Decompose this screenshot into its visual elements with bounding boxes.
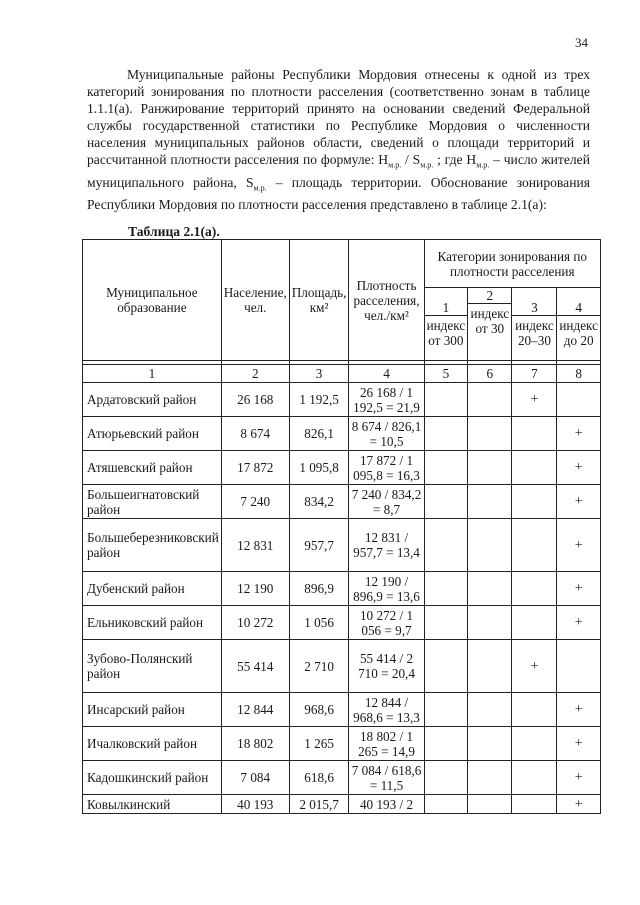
category-number: 3 xyxy=(512,300,556,316)
category-2-mark xyxy=(468,693,512,727)
category-3-mark xyxy=(512,795,557,814)
name-cell: Дубенский район xyxy=(83,572,222,606)
page-number: 34 xyxy=(575,35,588,50)
category-2-mark xyxy=(468,383,512,417)
population-cell: 12 831 xyxy=(221,519,289,572)
table-row xyxy=(83,693,601,727)
paragraph-text: / S xyxy=(401,152,421,167)
table-row xyxy=(83,640,601,693)
category-4-mark: + xyxy=(557,727,601,761)
subscript: м.р. xyxy=(253,183,267,193)
column-numbers-row xyxy=(83,365,601,383)
category-1-mark xyxy=(424,727,468,761)
category-1-mark xyxy=(424,572,468,606)
name-cell: Ичалковский район xyxy=(83,727,222,761)
density-cell: 12 844 / 968,6 = 13,3 xyxy=(349,693,424,727)
area-cell: 968,6 xyxy=(289,693,349,727)
table-row xyxy=(83,417,601,451)
density-cell: 7 084 / 618,6 = 11,5 xyxy=(349,761,424,795)
category-2-mark xyxy=(468,519,512,572)
category-3-mark xyxy=(512,485,557,519)
population-cell: 7 084 xyxy=(221,761,289,795)
density-cell: 26 168 / 1 192,5 = 21,9 xyxy=(349,383,424,417)
category-2-mark xyxy=(468,451,512,485)
density-cell: 40 193 / 2 xyxy=(349,795,424,814)
population-cell: 12 844 xyxy=(221,693,289,727)
category-label: индекс до 20 xyxy=(559,317,598,348)
category-4-mark: + xyxy=(557,451,601,485)
category-label: индекс от 300 xyxy=(426,317,466,348)
name-cell: Ельниковский район xyxy=(83,606,222,640)
area-cell: 896,9 xyxy=(289,572,349,606)
density-cell: 17 872 / 1 095,8 = 16,3 xyxy=(349,451,424,485)
category-3-mark xyxy=(512,519,557,572)
population-cell: 8 674 xyxy=(221,417,289,451)
column-number: 6 xyxy=(468,365,512,383)
area-cell: 1 056 xyxy=(289,606,349,640)
header-municipality: Муниципальное образование xyxy=(83,240,222,361)
name-cell: Ардатовский район xyxy=(83,383,222,417)
header-categories: Категории зонирования по плотности расселения xyxy=(424,240,600,288)
category-number: 1 xyxy=(425,300,468,316)
population-cell: 7 240 xyxy=(221,485,289,519)
category-4-mark: + xyxy=(557,693,601,727)
category-2-mark xyxy=(468,485,512,519)
subscript: м.р. xyxy=(476,160,490,170)
area-cell: 834,2 xyxy=(289,485,349,519)
header-category-4 xyxy=(557,288,601,361)
category-4-mark: + xyxy=(557,485,601,519)
area-cell: 1 095,8 xyxy=(289,451,349,485)
table-row xyxy=(83,761,601,795)
category-1-mark xyxy=(424,640,468,693)
category-number: 2 xyxy=(468,288,511,304)
subscript: м.р. xyxy=(388,160,402,170)
population-cell: 18 802 xyxy=(221,727,289,761)
subscript: м.р. xyxy=(420,160,434,170)
table-row xyxy=(83,485,601,519)
category-3-mark xyxy=(512,417,557,451)
name-cell: Атяшевский район xyxy=(83,451,222,485)
name-cell: Инсарский район xyxy=(83,693,222,727)
name-cell: Большеигнатовский район xyxy=(83,485,222,519)
category-3-mark xyxy=(512,606,557,640)
category-2-mark xyxy=(468,761,512,795)
table-row xyxy=(83,383,601,417)
category-label: индекс 20–30 xyxy=(515,317,554,348)
table-row xyxy=(83,572,601,606)
category-number: 4 xyxy=(557,300,600,316)
column-number: 3 xyxy=(289,365,349,383)
category-1-mark xyxy=(424,606,468,640)
category-4-mark: + xyxy=(557,572,601,606)
category-3-mark xyxy=(512,572,557,606)
column-number: 1 xyxy=(83,365,222,383)
area-cell: 1 265 xyxy=(289,727,349,761)
density-cell: 7 240 / 834,2 = 8,7 xyxy=(349,485,424,519)
table-row xyxy=(83,795,601,814)
paragraph-text: ; где H xyxy=(433,152,477,167)
table-row xyxy=(83,519,601,572)
paragraph-text: Муниципальные районы Республики Мордовия отнесены к одной из трех категорий зонирования по плотности расселения (соответственно зонам в таблице 1.1.1(а). Ранжирование территорий принято на основании сведений Федеральной службы государственной статистики по Республике Мордовия о численности населения муниципальных районов области, сведений о площади территорий и рассчитанной плотности расселения по формуле: H xyxy=(87,67,590,167)
column-number: 4 xyxy=(349,365,424,383)
category-4-mark: + xyxy=(557,761,601,795)
category-3-mark xyxy=(512,693,557,727)
population-cell: 12 190 xyxy=(221,572,289,606)
category-1-mark xyxy=(424,693,468,727)
category-2-mark xyxy=(468,727,512,761)
category-4-mark xyxy=(557,640,601,693)
area-cell: 826,1 xyxy=(289,417,349,451)
population-cell: 10 272 xyxy=(221,606,289,640)
zoning-table xyxy=(82,239,601,814)
column-number: 8 xyxy=(557,365,601,383)
paragraph-text: – площадь территории. Обоснование зонирования Республики Мордовия по плотности расселения представлено в таблице 2.1(а): xyxy=(87,174,590,213)
name-cell: Зубово-Полянский район xyxy=(83,640,222,693)
category-1-mark xyxy=(424,417,468,451)
category-2-mark xyxy=(468,572,512,606)
density-cell: 12 831 / 957,7 = 13,4 xyxy=(349,519,424,572)
table-row xyxy=(83,727,601,761)
category-4-mark: + xyxy=(557,417,601,451)
population-cell: 26 168 xyxy=(221,383,289,417)
paragraph-text: – число жителей муниципального района, S xyxy=(87,152,590,190)
category-1-mark xyxy=(424,761,468,795)
category-1-mark xyxy=(424,485,468,519)
header-row xyxy=(83,240,601,288)
header-category-2 xyxy=(468,288,512,361)
category-3-mark xyxy=(512,451,557,485)
category-1-mark xyxy=(424,795,468,814)
area-cell: 618,6 xyxy=(289,761,349,795)
category-3-mark: + xyxy=(512,383,557,417)
area-cell: 2 015,7 xyxy=(289,795,349,814)
category-2-mark xyxy=(468,606,512,640)
area-cell: 1 192,5 xyxy=(289,383,349,417)
category-label: индекс от 30 xyxy=(470,306,510,337)
header-category-1 xyxy=(424,288,468,361)
density-cell: 18 802 / 1 265 = 14,9 xyxy=(349,727,424,761)
column-number: 2 xyxy=(221,365,289,383)
table-row xyxy=(83,451,601,485)
header-category-3 xyxy=(512,288,557,361)
population-cell: 55 414 xyxy=(221,640,289,693)
area-cell: 957,7 xyxy=(289,519,349,572)
density-cell: 55 414 / 2 710 = 20,4 xyxy=(349,640,424,693)
name-cell: Кадошкинский район xyxy=(83,761,222,795)
header-population: Население, чел. xyxy=(221,240,289,361)
category-4-mark: + xyxy=(557,606,601,640)
header-density: Плотность расселения, чел./км² xyxy=(349,240,424,361)
density-cell: 8 674 / 826,1 = 10,5 xyxy=(349,417,424,451)
category-2-mark xyxy=(468,795,512,814)
category-4-mark xyxy=(557,383,601,417)
header-area: Площадь, км² xyxy=(289,240,349,361)
category-3-mark xyxy=(512,761,557,795)
density-cell: 10 272 / 1 056 = 9,7 xyxy=(349,606,424,640)
name-cell: Ковылкинский xyxy=(83,795,222,814)
category-1-mark xyxy=(424,451,468,485)
name-cell: Большеберезниковский район xyxy=(83,519,222,572)
category-1-mark xyxy=(424,519,468,572)
category-3-mark xyxy=(512,727,557,761)
area-cell: 2 710 xyxy=(289,640,349,693)
density-cell: 12 190 / 896,9 = 13,6 xyxy=(349,572,424,606)
table-row xyxy=(83,606,601,640)
body-paragraph xyxy=(87,66,590,213)
category-4-mark: + xyxy=(557,795,601,814)
column-number: 5 xyxy=(424,365,468,383)
population-cell: 40 193 xyxy=(221,795,289,814)
column-number: 7 xyxy=(512,365,557,383)
table-caption: Таблица 2.1(а). xyxy=(128,224,220,239)
name-cell: Атюрьевский район xyxy=(83,417,222,451)
category-1-mark xyxy=(424,383,468,417)
category-3-mark: + xyxy=(512,640,557,693)
category-2-mark xyxy=(468,640,512,693)
category-2-mark xyxy=(468,417,512,451)
population-cell: 17 872 xyxy=(221,451,289,485)
category-4-mark: + xyxy=(557,519,601,572)
